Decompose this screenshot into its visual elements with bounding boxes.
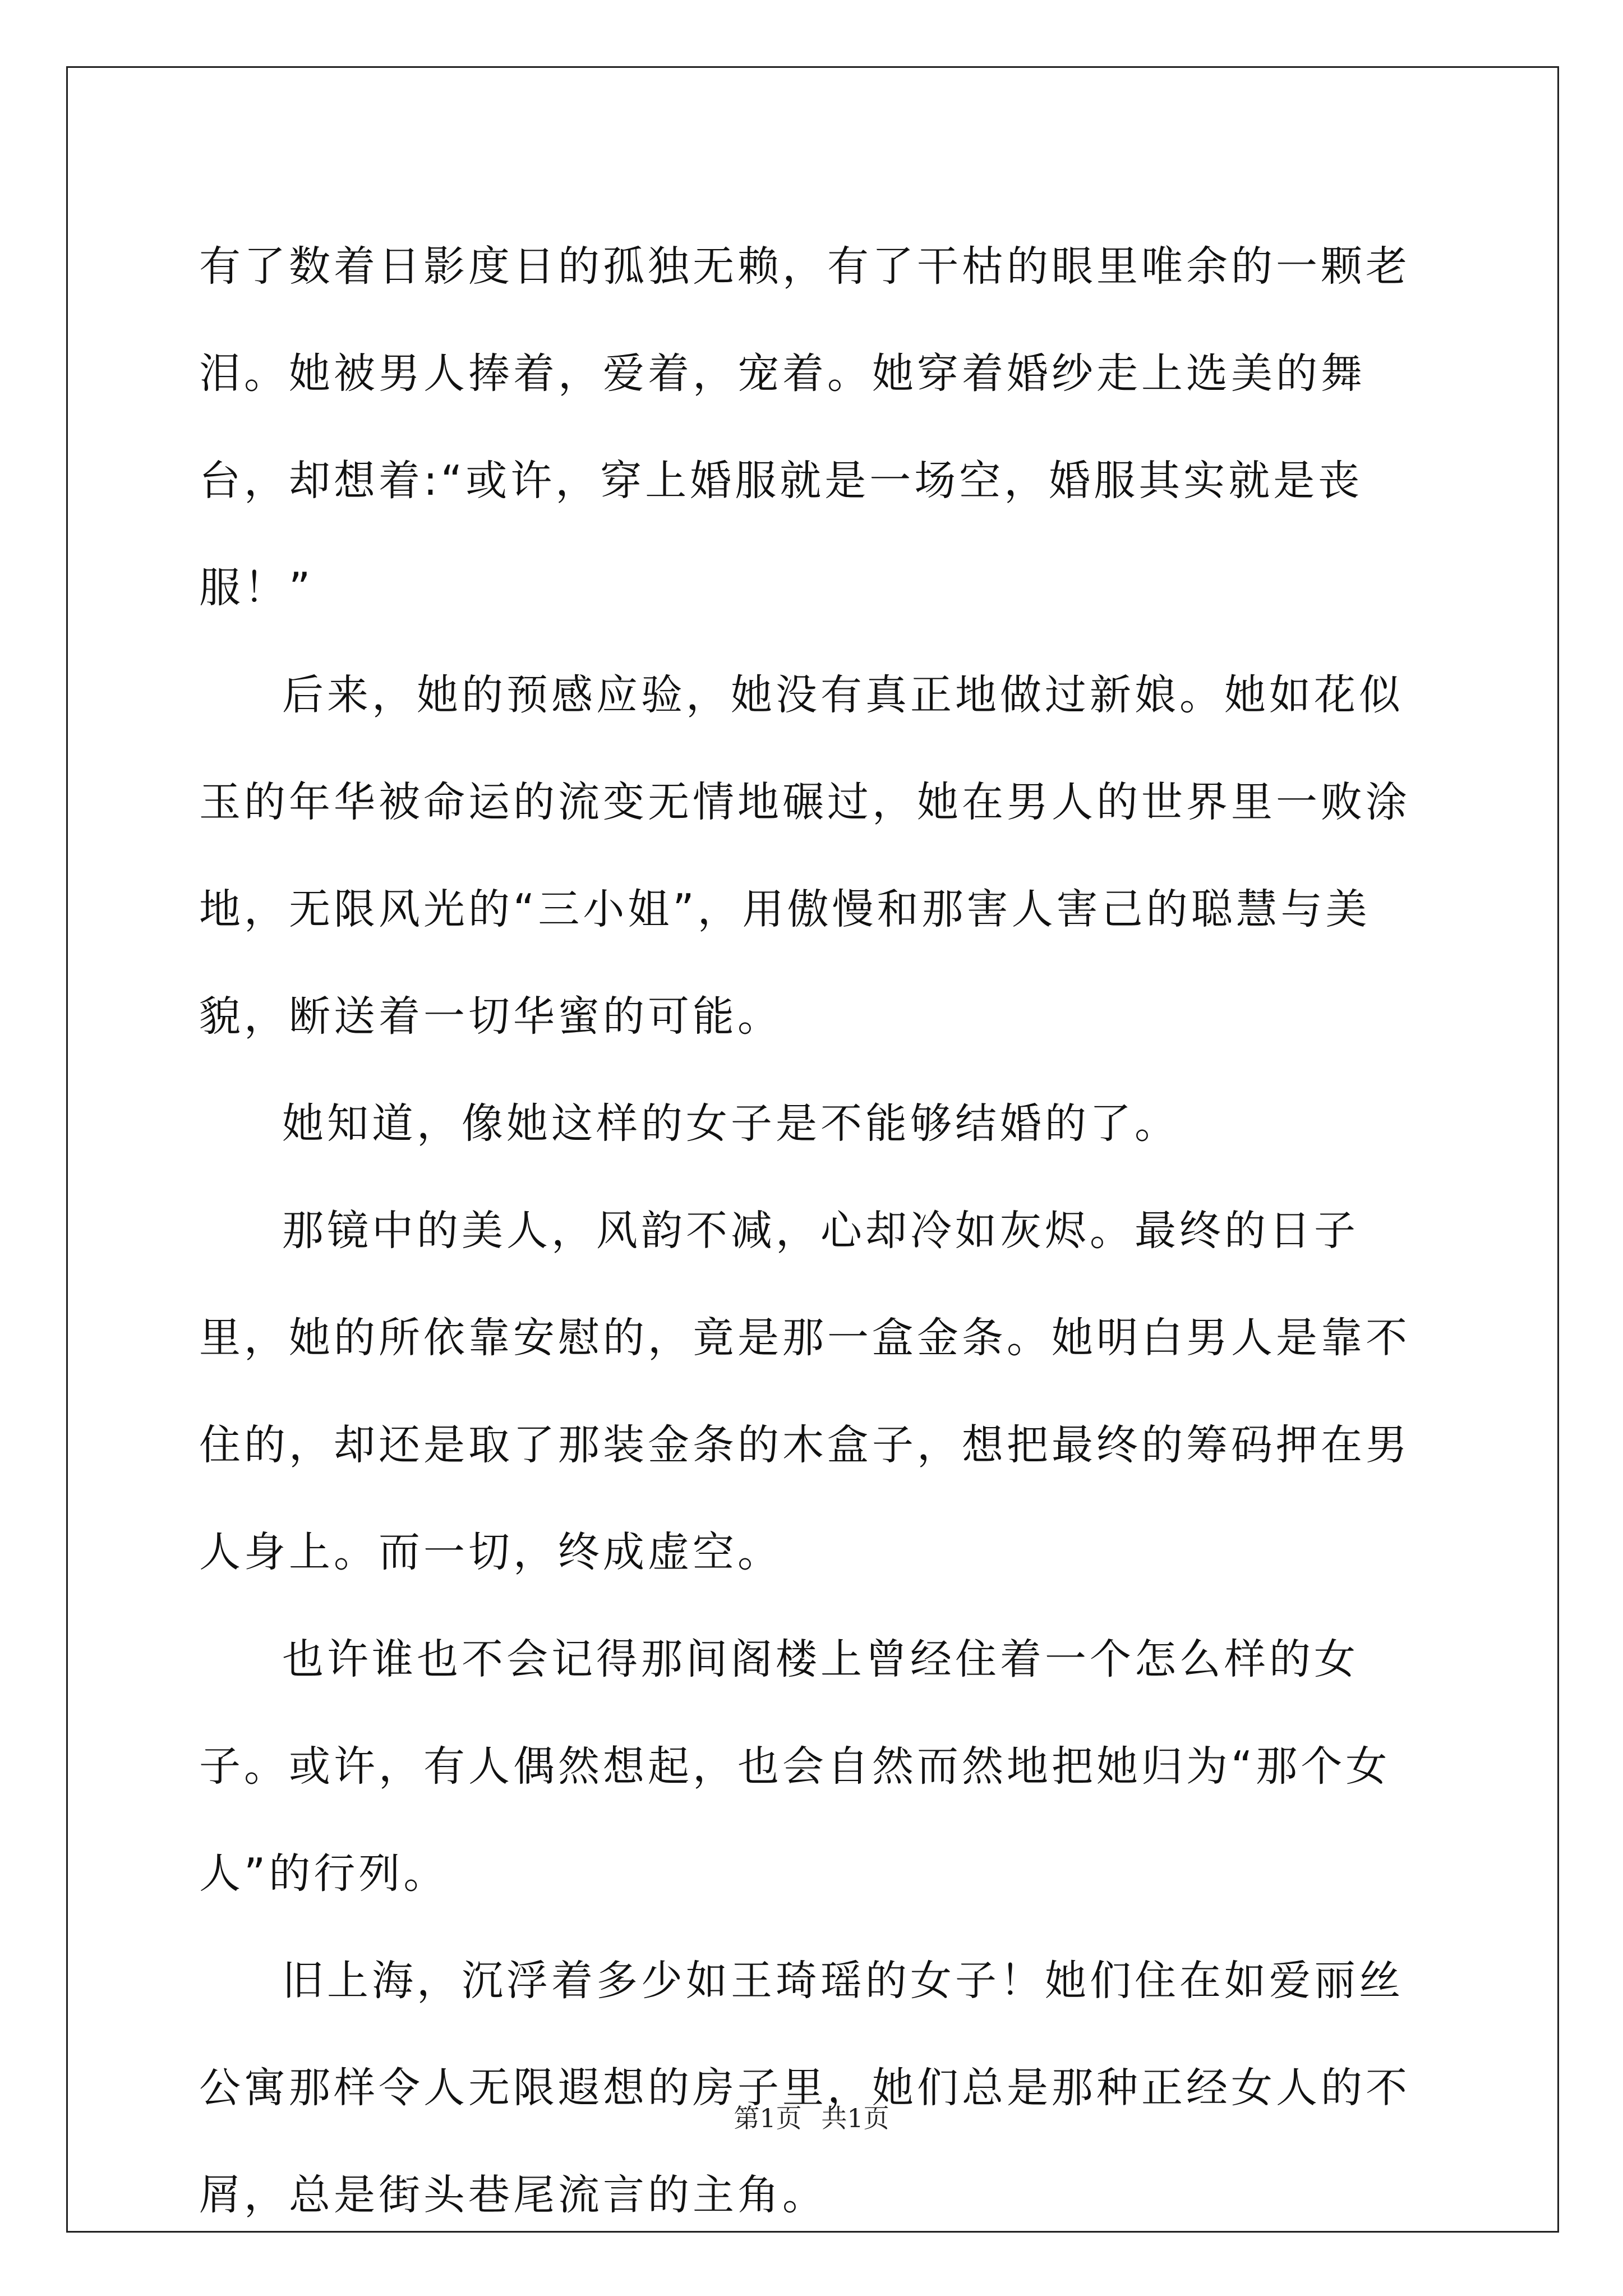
paragraph-1: 有了数着日影度日的孤独无赖，有了干枯的眼里唯余的一颗老泪。她被男人捧着，爱着，宠着。她穿着婚纱走上选美的舞台，却想着:“或许，穿上婚服就是一场空，婚服其实就是丧服！”	[199, 242, 1410, 612]
page-number-total: 共1页	[821, 2103, 889, 2133]
paragraph-6: 旧上海，沉浮着多少如王琦瑶的女子！她们住在如爱丽丝公寓那样令人无限遐想的房子里，她们总是那种正经女人的不屑，总是街头巷尾流言的主角。	[199, 1957, 1410, 2219]
paragraph-4: 那镜中的美人，风韵不减，心却冷如灰烬。最终的日子里，她的所依靠安慰的，竟是那一盒金条。她明白男人是靠不住的，却还是取了那装金条的木盒子，想把最终的筹码押在男人身上。而一切，终成虚空。	[199, 1207, 1410, 1576]
paragraph-3: 她知道，像她这样的女子是不能够结婚的了。	[282, 1099, 1179, 1148]
page-footer	[0, 2098, 1623, 2135]
paragraph-2: 后来，她的预感应验，她没有真正地做过新娘。她如花似玉的年华被命运的流变无情地碾过，她在男人的世界里一败涂地，无限风光的“三小姐”，用傲慢和那害人害己的聪慧与美貌，断送着一切华蜜的可能。	[199, 671, 1410, 1041]
document-body	[199, 213, 1433, 2249]
page-number-current: 第1页	[734, 2103, 802, 2133]
paragraph-5: 也许谁也不会记得那间阁楼上曾经住着一个怎么样的女子。或许，有人偶然想起，也会自然而然地把她归为“那个女人”的行列。	[199, 1635, 1391, 1898]
